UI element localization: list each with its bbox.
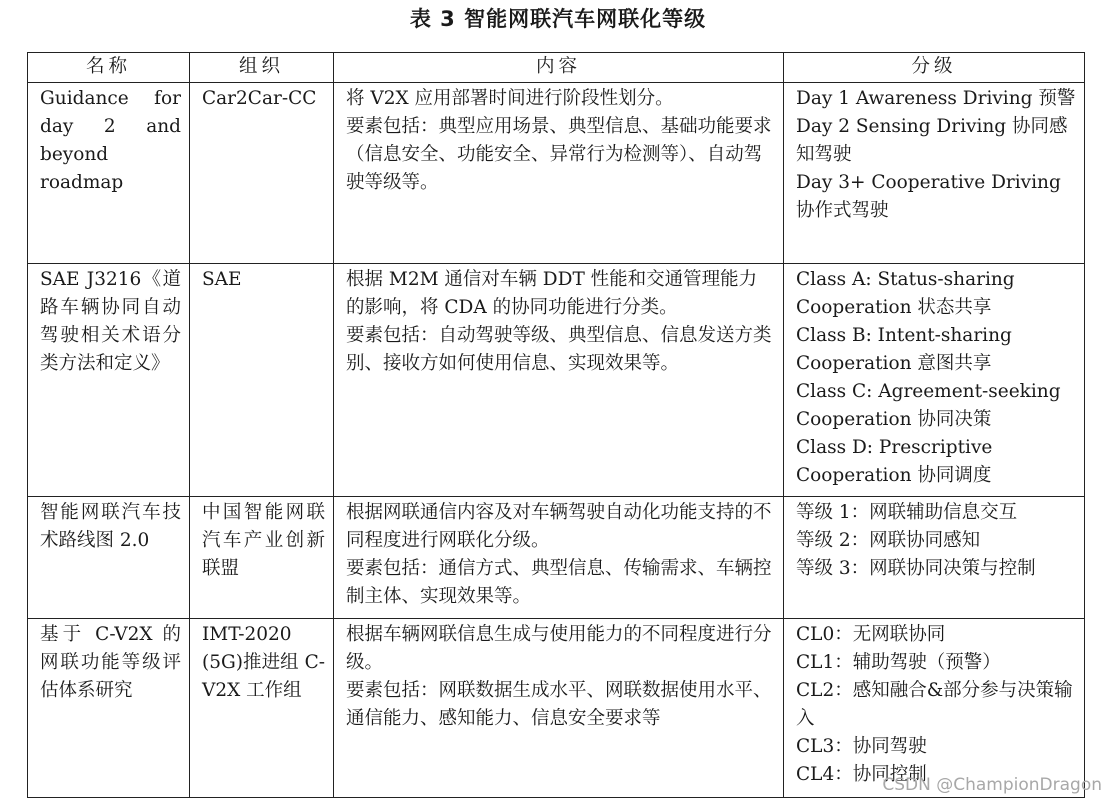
networking-levels-table [27, 52, 1085, 798]
cell-name: 智能网联汽车技术路线图 2.0 [28, 497, 190, 619]
table-row [28, 264, 1085, 497]
cell-levels: 等级 1：网联辅助信息交互 等级 2：网联协同感知 等级 3：网联协同决策与控制 [784, 497, 1085, 619]
table-title: 表 3 智能网联汽车网联化等级 [409, 7, 707, 31]
cell-org: 中国智能网联汽车产业创新联盟 [190, 497, 334, 619]
cell-content: 根据 M2M 通信对车辆 DDT 性能和交通管理能力的影响，将 CDA 的协同功能进行分类。 要素包括：自动驾驶等级、典型信息、信息发送方类别、接收方如何使用信息、实现效果等。 [334, 264, 784, 497]
cell-content: 根据车辆网联信息生成与使用能力的不同程度进行分级。 要素包括：网联数据生成水平、网联数据使用水平、通信能力、感知能力、信息安全要求等 [334, 619, 784, 798]
table-row [28, 83, 1085, 264]
cell-org: Car2Car-CC [190, 83, 334, 264]
header-content: 内容 [334, 53, 784, 83]
watermark: CSDN @ChampionDragon [882, 775, 1102, 795]
cell-org: SAE [190, 264, 334, 497]
table-row [28, 619, 1085, 798]
table-row [28, 497, 1085, 619]
cell-content: 将 V2X 应用部署时间进行阶段性划分。 要素包括：典型应用场景、典型信息、基础功能要求（信息安全、功能安全、异常行为检测等）、自动驾驶等级等。 [334, 83, 784, 264]
cell-name: Guidance for day 2 and beyond roadmap [28, 83, 190, 264]
header-name: 名称 [28, 53, 190, 83]
cell-name: 基于 C-V2X 的网联功能等级评估体系研究 [28, 619, 190, 798]
header-levels: 分级 [784, 53, 1085, 83]
cell-org: IMT-2020 (5G)推进组 C-V2X 工作组 [190, 619, 334, 798]
cell-levels: CL0：无网联协同 CL1：辅助驾驶（预警） CL2：感知融合&部分参与决策输入 CL3：协同驾驶 CL4：协同控制 [784, 619, 1085, 798]
cell-levels: Day 1 Awareness Driving 预警 Day 2 Sensing Driving 协同感知驾驶 Day 3+ Cooperative Driving 协作式驾驶 [784, 83, 1085, 264]
header-org: 组织 [190, 53, 334, 83]
cell-levels: Class A: Status-sharing Cooperation 状态共享 Class B: Intent-sharing Cooperation 意图共享 Class C: Agreement-seeking Cooperation 协同决策 Class D: Prescriptive Cooperation 协同调度 [784, 264, 1085, 497]
header-row [28, 53, 1085, 83]
cell-content: 根据网联通信内容及对车辆驾驶自动化功能支持的不同程度进行网联化分级。 要素包括：通信方式、典型信息、传输需求、车辆控制主体、实现效果等。 [334, 497, 784, 619]
cell-name: SAE J3216《道路车辆协同自动驾驶相关术语分类方法和定义》 [28, 264, 190, 497]
